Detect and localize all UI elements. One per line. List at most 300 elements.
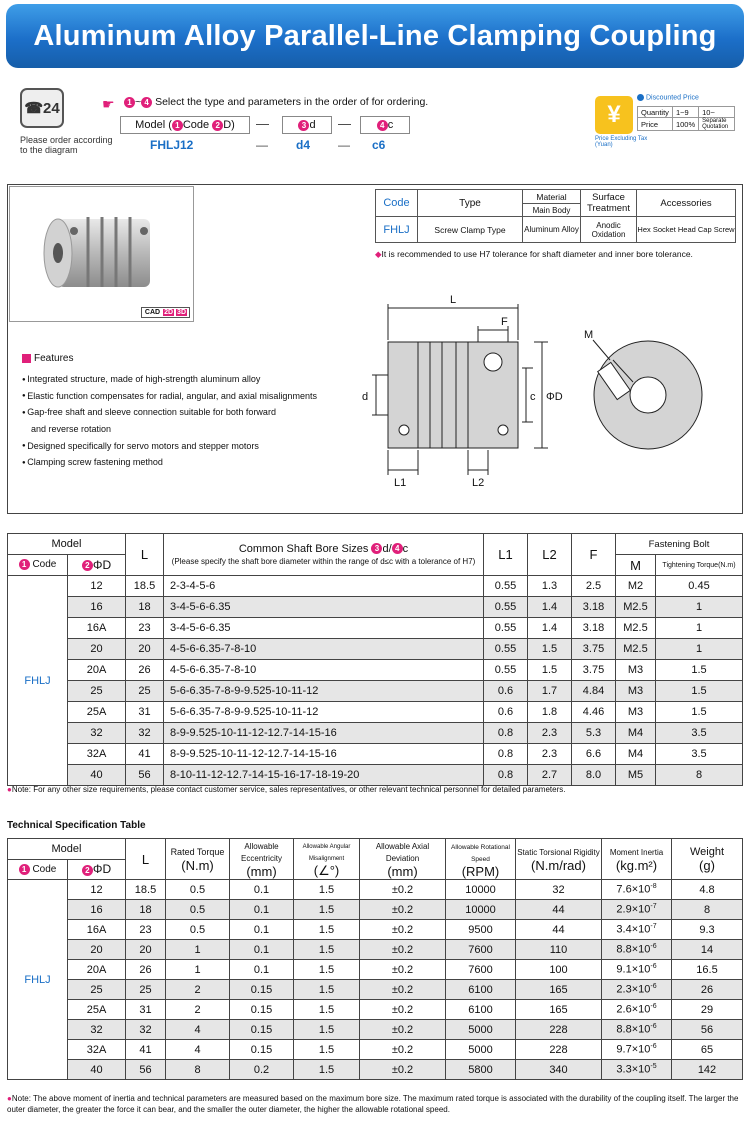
weight: 16.5 xyxy=(672,960,743,980)
rated-torque: 4 xyxy=(166,1040,230,1060)
eccentricity: 0.1 xyxy=(230,880,294,900)
example-model: FHLJ12 xyxy=(150,138,194,152)
axial-deviation: ±0.2 xyxy=(360,1060,446,1080)
spec-table-title: Technical Specification Table xyxy=(7,820,146,831)
l2: 1.4 xyxy=(528,618,572,639)
step-num-badge: 1 xyxy=(124,97,135,108)
inertia-exponent: -6 xyxy=(650,1003,657,1011)
inertia-exponent: -7 xyxy=(650,923,657,931)
torsional-rigidity: 44 xyxy=(516,900,602,920)
type-code: FHLJ xyxy=(376,217,418,243)
axial-deviation: ±0.2 xyxy=(360,960,446,980)
tightening-torque: 1.5 xyxy=(656,702,743,723)
bore-sizes: 3-4-5-6-6.35 xyxy=(164,618,484,639)
rated-torque: 1 xyxy=(166,960,230,980)
l2: 1.8 xyxy=(528,702,572,723)
outer-diameter: 32 xyxy=(68,723,126,744)
table-row xyxy=(8,702,743,723)
l2: 2.7 xyxy=(528,765,572,786)
table2-note: ●Note: The above moment of inertia and technical parameters are measured based on the maximum bore size. The maximum rated torque is associated with the durability of the coupling itself. The larger the outer diameter, the greater the force it can bear, and the smaller the outer diameter, the higher the allowable rotational speed. xyxy=(7,1094,739,1114)
length: 31 xyxy=(126,1000,166,1020)
length: 31 xyxy=(126,702,164,723)
l1: 0.8 xyxy=(484,765,528,786)
outer-diameter: 32 xyxy=(68,1020,126,1040)
weight: 4.8 xyxy=(672,880,743,900)
dim-F: F xyxy=(501,316,508,328)
length: 26 xyxy=(126,660,164,681)
bore-sizes: 4-5-6-6.35-7-8-10 xyxy=(164,660,484,681)
rotational-speed: 9500 xyxy=(446,920,516,940)
price-table xyxy=(637,106,735,131)
type-h-code: Code xyxy=(376,190,418,217)
t1-h-bolt: Fastening Bolt xyxy=(616,534,743,555)
rated-torque: 8 xyxy=(166,1060,230,1080)
tightening-torque: 1 xyxy=(656,639,743,660)
angular-misalignment: 1.5 xyxy=(294,1040,360,1060)
inertia-mantissa: 8.8×10 xyxy=(616,943,651,956)
bore-sizes: 2-3-4-5-6 xyxy=(164,576,484,597)
yen-icon: ¥ xyxy=(595,96,633,134)
torsional-rigidity: 110 xyxy=(516,940,602,960)
table-row xyxy=(8,723,743,744)
t1-h-torque: Tightening Torque(N.m) xyxy=(656,555,743,576)
rotational-speed: 6100 xyxy=(446,1000,516,1020)
bolt-m: M3 xyxy=(616,660,656,681)
spec-table xyxy=(7,838,743,1080)
weight: 14 xyxy=(672,940,743,960)
outer-diameter: 40 xyxy=(68,1060,126,1080)
l1: 0.6 xyxy=(484,681,528,702)
rotational-speed: 7600 xyxy=(446,940,516,960)
type-h-surface: Surface Treatment xyxy=(581,190,637,217)
type-material: Aluminum Alloy xyxy=(523,217,581,243)
order-guide xyxy=(20,86,730,174)
rated-torque: 4 xyxy=(166,1020,230,1040)
features-list xyxy=(22,371,317,471)
inertia-mantissa: 7.6×10 xyxy=(616,883,651,896)
length: 23 xyxy=(126,920,166,940)
step-num-badge: 4 xyxy=(377,120,388,131)
outer-diameter: 16 xyxy=(68,900,126,920)
torsional-rigidity: 32 xyxy=(516,880,602,900)
length: 18 xyxy=(126,900,166,920)
inertia-mantissa: 2.6×10 xyxy=(616,1003,651,1016)
bolt-m: M5 xyxy=(616,765,656,786)
weight: 29 xyxy=(672,1000,743,1020)
rated-torque: 2 xyxy=(166,980,230,1000)
bore-sizes: 5-6-6.35-7-8-9-9.525-10-11-12 xyxy=(164,681,484,702)
table-row xyxy=(8,744,743,765)
rated-torque: 0.5 xyxy=(166,880,230,900)
t2-h-speed: Allowable Rotational Speed (RPM) xyxy=(446,839,516,880)
bolt-m: M3 xyxy=(616,681,656,702)
length: 20 xyxy=(126,639,164,660)
eccentricity: 0.15 xyxy=(230,980,294,1000)
outer-diameter: 16A xyxy=(68,920,126,940)
dash: — xyxy=(338,138,350,152)
phone-24h-icon: ☎ 24 xyxy=(20,88,64,128)
length: 25 xyxy=(126,681,164,702)
t1-h-bores: Common Shaft Bore Sizes 3 d/ 4 c (Please specify the shaft bore diameter within the range of d≤c with a tolerance of H7) xyxy=(164,534,484,576)
step-num-badge: 1 xyxy=(172,120,183,131)
table-row xyxy=(8,1060,743,1080)
moment-inertia xyxy=(602,920,672,940)
rotational-speed: 5000 xyxy=(446,1040,516,1060)
rotational-speed: 10000 xyxy=(446,880,516,900)
angular-misalignment: 1.5 xyxy=(294,880,360,900)
inertia-mantissa: 3.4×10 xyxy=(616,923,651,936)
type-note: ◆It is recommended to use H7 tolerance for shaft diameter and inner bore tolerance. xyxy=(375,249,693,259)
dim-L: L xyxy=(450,294,457,306)
bore-sizes: 8-10-11-12-12.7-14-15-16-17-18-19-20 xyxy=(164,765,484,786)
t2-h-d: 2 ΦD xyxy=(68,859,126,880)
weight: 9.3 xyxy=(672,920,743,940)
inertia-exponent: -6 xyxy=(650,1043,657,1051)
bolt-m: M4 xyxy=(616,723,656,744)
step-num-badge: 3 xyxy=(298,120,309,131)
dim-L2: L2 xyxy=(472,477,485,489)
axial-deviation: ±0.2 xyxy=(360,940,446,960)
angular-misalignment: 1.5 xyxy=(294,1000,360,1020)
bolt-m: M2.5 xyxy=(616,618,656,639)
bolt-m: M2.5 xyxy=(616,597,656,618)
f: 3.18 xyxy=(572,618,616,639)
feature-item: ● Gap-free shaft and sleeve connection suitable for both forward xyxy=(22,404,317,421)
length: 32 xyxy=(126,1020,166,1040)
rotational-speed: 7600 xyxy=(446,960,516,980)
price-2: Separate Quotation xyxy=(699,118,735,131)
moment-inertia xyxy=(602,960,672,980)
t2-h-weight: Weight (g) xyxy=(672,839,743,880)
tightening-torque: 1 xyxy=(656,597,743,618)
eccentricity: 0.15 xyxy=(230,1000,294,1020)
outer-diameter: 25A xyxy=(68,702,126,723)
pointing-hand-icon: ☛ xyxy=(102,96,115,112)
angular-misalignment: 1.5 xyxy=(294,920,360,940)
l2: 2.3 xyxy=(528,744,572,765)
price-footnote: Price Excluding Tax (Yuan) xyxy=(595,136,648,148)
length: 18.5 xyxy=(126,576,164,597)
table-row xyxy=(8,765,743,786)
length: 20 xyxy=(126,940,166,960)
price-panel xyxy=(595,94,735,164)
eccentricity: 0.15 xyxy=(230,1040,294,1060)
weight: 65 xyxy=(672,1040,743,1060)
discount-label: Discounted Price xyxy=(637,94,699,101)
rotational-speed: 5800 xyxy=(446,1060,516,1080)
price-1: 100% xyxy=(672,118,698,131)
t2-h-rigid: Static Torsional Rigidity (N.m/rad) xyxy=(516,839,602,880)
inertia-exponent: -6 xyxy=(650,1023,657,1031)
dim-d: d xyxy=(362,391,369,403)
t2-h-torque: Rated Torque (N.m) xyxy=(166,839,230,880)
outer-diameter: 12 xyxy=(68,576,126,597)
bolt-m: M4 xyxy=(616,744,656,765)
bore-sizes: 4-5-6-6.35-7-8-10 xyxy=(164,639,484,660)
length: 41 xyxy=(126,1040,166,1060)
feature-item: ● Clamping screw fastening method xyxy=(22,454,317,471)
t2-h-ang: Allowable Angular Misalignment (∠°) xyxy=(294,839,360,880)
moment-inertia xyxy=(602,980,672,1000)
step-num-badge: 2 xyxy=(212,120,223,131)
type-h-accessories: Accessories xyxy=(637,190,736,217)
phone-label: 24 xyxy=(43,99,60,117)
length: 56 xyxy=(126,765,164,786)
l2: 1.5 xyxy=(528,639,572,660)
weight: 56 xyxy=(672,1020,743,1040)
axial-deviation: ±0.2 xyxy=(360,1020,446,1040)
outer-diameter: 20A xyxy=(68,660,126,681)
table-row xyxy=(8,576,743,597)
inertia-exponent: -5 xyxy=(650,1063,657,1071)
model-code: FHLJ xyxy=(8,576,68,786)
length: 18.5 xyxy=(126,880,166,900)
t2-h-L: L xyxy=(126,839,166,880)
eccentricity: 0.2 xyxy=(230,1060,294,1080)
type-h-main-body: Main Body xyxy=(523,204,581,217)
torsional-rigidity: 44 xyxy=(516,920,602,940)
feature-item: ● Designed specifically for servo motors and stepper motors xyxy=(22,438,317,455)
table-row xyxy=(8,597,743,618)
axial-deviation: ±0.2 xyxy=(360,1000,446,1020)
price-label: Price xyxy=(638,118,673,131)
dim-L1: L1 xyxy=(394,477,407,489)
inertia-exponent: -6 xyxy=(650,983,657,991)
t1-h-L1: L1 xyxy=(484,534,528,576)
moment-inertia xyxy=(602,1040,672,1060)
table-row xyxy=(8,880,743,900)
f: 5.3 xyxy=(572,723,616,744)
angular-misalignment: 1.5 xyxy=(294,1060,360,1080)
l1: 0.55 xyxy=(484,597,528,618)
eccentricity: 0.1 xyxy=(230,960,294,980)
bolt-m: M2 xyxy=(616,576,656,597)
outer-diameter: 20 xyxy=(68,639,126,660)
page-title: Aluminum Alloy Parallel-Line Clamping Coupling xyxy=(33,19,717,52)
feature-item: and reverse rotation xyxy=(31,423,112,434)
f: 2.5 xyxy=(572,576,616,597)
torsional-rigidity: 165 xyxy=(516,1000,602,1020)
inertia-mantissa: 8.8×10 xyxy=(616,1023,651,1036)
rated-torque: 0.5 xyxy=(166,900,230,920)
type-h-type: Type xyxy=(418,190,523,217)
dim-M: M xyxy=(584,329,594,341)
table-row xyxy=(8,900,743,920)
tightening-torque: 3.5 xyxy=(656,744,743,765)
type-table xyxy=(375,189,736,243)
rated-torque: 1 xyxy=(166,940,230,960)
product-photo xyxy=(9,186,194,322)
l1: 0.55 xyxy=(484,639,528,660)
t1-h-M: M xyxy=(616,555,656,576)
bore-sizes: 5-6-6.35-7-8-9-9.525-10-11-12 xyxy=(164,702,484,723)
length: 18 xyxy=(126,597,164,618)
outer-diameter: 20A xyxy=(68,960,126,980)
length: 32 xyxy=(126,723,164,744)
tightening-torque: 1.5 xyxy=(656,681,743,702)
f: 3.18 xyxy=(572,597,616,618)
dimension-drawing xyxy=(358,290,738,500)
d-label: D) xyxy=(223,119,235,131)
l1: 0.55 xyxy=(484,576,528,597)
l1: 0.6 xyxy=(484,702,528,723)
torsional-rigidity: 340 xyxy=(516,1060,602,1080)
bore-sizes: 8-9-9.525-10-11-12-12.7-14-15-16 xyxy=(164,723,484,744)
inertia-mantissa: 9.1×10 xyxy=(616,963,651,976)
table-row xyxy=(8,1040,743,1060)
dash: — xyxy=(256,138,268,152)
features-title: Features xyxy=(22,353,73,364)
model-field-code xyxy=(120,116,250,134)
d3-label: d xyxy=(309,119,316,131)
axial-deviation: ±0.2 xyxy=(360,920,446,940)
f: 4.84 xyxy=(572,681,616,702)
t1-h-L2: L2 xyxy=(528,534,572,576)
table-row xyxy=(8,1020,743,1040)
tightening-torque: 3.5 xyxy=(656,723,743,744)
eccentricity: 0.1 xyxy=(230,920,294,940)
eccentricity: 0.1 xyxy=(230,940,294,960)
moment-inertia xyxy=(602,1000,672,1020)
coupling-image xyxy=(10,187,193,321)
tightening-torque: 0.45 xyxy=(656,576,743,597)
t2-h-code: 1 Code xyxy=(8,859,68,880)
moment-inertia xyxy=(602,1020,672,1040)
model-field-d xyxy=(282,116,332,134)
l2: 1.4 xyxy=(528,597,572,618)
table1-note: ●Note: For any other size requirements, please contact customer service, sales representatives, or other relevant technical personnel for detailed parameters. xyxy=(7,785,566,794)
rotational-speed: 6100 xyxy=(446,980,516,1000)
feature-item: ● Elastic function compensates for radial, angular, and axial misalignments xyxy=(22,388,317,405)
table-row xyxy=(8,660,743,681)
rated-torque: 0.5 xyxy=(166,920,230,940)
outer-diameter: 32A xyxy=(68,1040,126,1060)
bolt-m: M2.5 xyxy=(616,639,656,660)
weight: 8 xyxy=(672,900,743,920)
dim-c: c xyxy=(530,391,536,403)
type-accessories: Hex Socket Head Cap Screw xyxy=(637,217,736,243)
order-note: Please order according to the diagram xyxy=(20,135,113,155)
l2: 2.3 xyxy=(528,723,572,744)
outer-diameter: 25 xyxy=(68,681,126,702)
tightening-torque: 1.5 xyxy=(656,660,743,681)
torsional-rigidity: 100 xyxy=(516,960,602,980)
rated-torque: 2 xyxy=(166,1000,230,1020)
moment-inertia xyxy=(602,880,672,900)
table-row xyxy=(8,1000,743,1020)
moment-inertia xyxy=(602,1060,672,1080)
tightening-torque: 8 xyxy=(656,765,743,786)
t1-h-code: 1 Code xyxy=(8,555,68,576)
t1-h-L: L xyxy=(126,534,164,576)
angular-misalignment: 1.5 xyxy=(294,940,360,960)
title-banner xyxy=(6,4,744,68)
quantity-label: Quantity xyxy=(638,107,673,118)
axial-deviation: ±0.2 xyxy=(360,880,446,900)
example-c: c6 xyxy=(372,138,386,152)
angular-misalignment: 1.5 xyxy=(294,960,360,980)
bore-sizes: 3-4-5-6-6.35 xyxy=(164,597,484,618)
l2: 1.3 xyxy=(528,576,572,597)
length: 56 xyxy=(126,1060,166,1080)
l1: 0.8 xyxy=(484,744,528,765)
torsional-rigidity: 165 xyxy=(516,980,602,1000)
tightening-torque: 1 xyxy=(656,618,743,639)
cad-badge[interactable]: CAD 2D 3D xyxy=(141,307,190,318)
product-box xyxy=(7,184,743,514)
inertia-exponent: -7 xyxy=(650,903,657,911)
l1: 0.55 xyxy=(484,618,528,639)
l2: 1.7 xyxy=(528,681,572,702)
outer-diameter: 40 xyxy=(68,765,126,786)
bore-sizes: 8-9-9.525-10-11-12-12.7-14-15-16 xyxy=(164,744,484,765)
t1-h-F: F xyxy=(572,534,616,576)
step-num-badge: 4 xyxy=(141,97,152,108)
inertia-mantissa: 9.7×10 xyxy=(616,1043,651,1056)
inertia-mantissa: 3.3×10 xyxy=(616,1063,651,1076)
moment-inertia xyxy=(602,900,672,920)
f: 8.0 xyxy=(572,765,616,786)
axial-deviation: ±0.2 xyxy=(360,900,446,920)
dash: — xyxy=(338,116,351,131)
axial-deviation: ±0.2 xyxy=(360,1040,446,1060)
inertia-mantissa: 2.3×10 xyxy=(616,983,651,996)
order-instruction: 1 ~ 4 Select the type and parameters in the order of for ordering. xyxy=(124,96,428,108)
example-d: d4 xyxy=(296,138,311,152)
type-surface: Anodic Oxidation xyxy=(581,217,637,243)
table-row xyxy=(8,940,743,960)
t2-h-ecc: Allowable Eccentricity (mm) xyxy=(230,839,294,880)
rotational-speed: 5000 xyxy=(446,1020,516,1040)
table-row xyxy=(8,618,743,639)
table-row xyxy=(8,980,743,1000)
length: 25 xyxy=(126,980,166,1000)
outer-diameter: 32A xyxy=(68,744,126,765)
f: 3.75 xyxy=(572,660,616,681)
inertia-exponent: -8 xyxy=(650,883,657,891)
model-label: Model ( xyxy=(135,119,172,131)
l2: 1.5 xyxy=(528,660,572,681)
t2-h-model: Model xyxy=(8,839,126,860)
l1: 0.8 xyxy=(484,723,528,744)
table-row xyxy=(8,681,743,702)
inertia-exponent: -6 xyxy=(650,963,657,971)
length: 41 xyxy=(126,744,164,765)
torsional-rigidity: 228 xyxy=(516,1020,602,1040)
model-field-c xyxy=(360,116,410,134)
feature-item: ● Integrated structure, made of high-strength aluminum alloy xyxy=(22,371,317,388)
eccentricity: 0.1 xyxy=(230,900,294,920)
weight: 26 xyxy=(672,980,743,1000)
t2-h-inertia: Moment Inertia (kg.m²) xyxy=(602,839,672,880)
t2-h-axial: Allowable Axial Deviation (mm) xyxy=(360,839,446,880)
dimension-table xyxy=(7,533,743,786)
outer-diameter: 20 xyxy=(68,940,126,960)
outer-diameter: 25A xyxy=(68,1000,126,1020)
code-label: Code xyxy=(182,119,210,131)
angular-misalignment: 1.5 xyxy=(294,1020,360,1040)
t1-h-model: Model xyxy=(8,534,126,555)
outer-diameter: 16 xyxy=(68,597,126,618)
outer-diameter: 16A xyxy=(68,618,126,639)
dim-D: ΦD xyxy=(546,391,563,403)
table-row xyxy=(8,920,743,940)
torsional-rigidity: 228 xyxy=(516,1040,602,1060)
outer-diameter: 25 xyxy=(68,980,126,1000)
quantity-2: 10~ xyxy=(699,107,735,118)
inertia-mantissa: 2.9×10 xyxy=(616,903,651,916)
type-type: Screw Clamp Type xyxy=(418,217,523,243)
